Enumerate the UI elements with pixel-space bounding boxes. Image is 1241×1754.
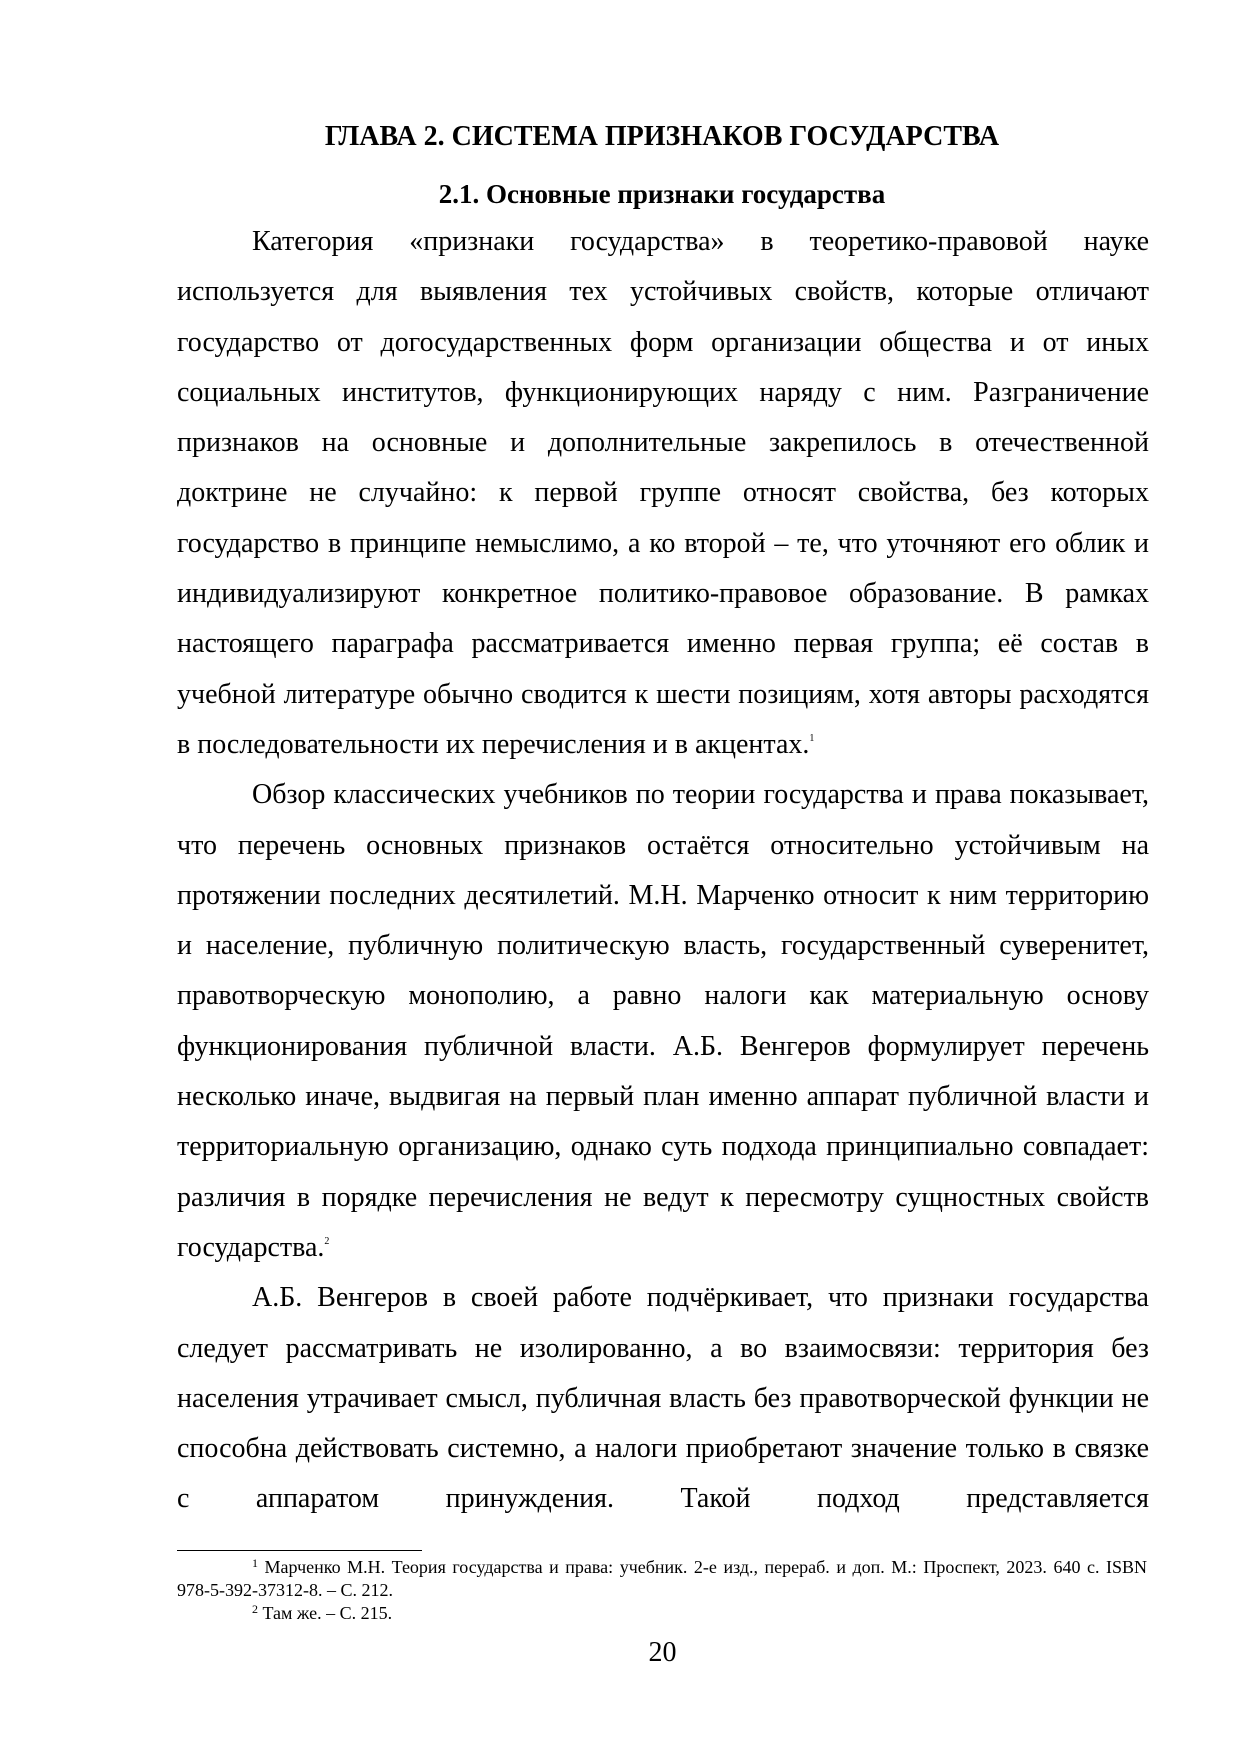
paragraph-text: А.Б. Венгеров в своей работе подчёркивает, что признаки государства следует рассматривать не изолированно, а во взаимосвязи: территория без населения утрачивает смысл, публичная власть без правотворческой функции не способна действовать системно, а налоги приобретают значение только в связке с аппаратом принуждения. Такой подход представляется [177, 1282, 1149, 1515]
paragraph-3 [177, 1273, 1149, 1524]
footnote-number: 2 [252, 1602, 258, 1616]
paragraph-1 [177, 217, 1149, 770]
paragraph-2 [177, 770, 1149, 1273]
body-text [177, 217, 1149, 1525]
footnote-2 [177, 1602, 1147, 1625]
chapter-title: ГЛАВА 2. СИСТЕМА ПРИЗНАКОВ ГОСУДАРСТВА [324, 121, 1000, 152]
page-number: 20 [648, 1637, 677, 1668]
paragraph-text: Обзор классических учебников по теории государства и права показывает, что перечень основных признаков остаётся относительно устойчивым на протяжении последних десятилетий. М.Н. Марченко относит к ним территорию и население, публичную политическую власть, государственный суверенитет, правотворческую монополию, а равно налоги как материальную основу функционирования публичной власти. А.Б. Венгеров формулирует перечень несколько иначе, выдвигая на первый план именно аппарат публичной власти и территориальную организацию, однако суть подхода принципиально совпадает: различия в порядке перечисления не ведут к пересмотру сущностных свойств государства. [177, 779, 1149, 1263]
footnote-1 [177, 1556, 1147, 1602]
paragraph-text: Категория «признаки государства» в теоретико-правовой науке используется для выявления тех устойчивых свойств, которые отличают государство от догосударственных форм организации общества и от иных социальных институтов, функционирующих наряду с ним. Разграничение признаков на основные и дополнительные закрепилось в отечественной доктрине не случайно: к первой группе относят свойства, без которых государство в принципе немыслимо, а ко второй – те, что уточняют его облик и индивидуализируют конкретное политико-правовое образование. В рамках настоящего параграфа рассматривается именно первая группа; её состав в учебной литературе обычно сводится к шести позициям, хотя авторы расходятся в последовательности их перечисления и в акцентах. [177, 226, 1149, 760]
footnote-reference-2[interactable]: 2 [324, 1235, 330, 1247]
footnote-separator [177, 1550, 422, 1551]
footnote-number: 1 [252, 1556, 258, 1570]
footnote-reference-1[interactable]: 1 [809, 732, 815, 744]
footnote-text: Марченко М.Н. Теория государства и права: учебник. 2-е изд., перераб. и доп. М.: Проспект, 2023. 640 с. ISBN 978-5-392-37312-8. – С. 212. [177, 1557, 1147, 1600]
footnote-text: Там же. – С. 215. [262, 1603, 393, 1623]
section-title: 2.1. Основные признаки государства [438, 179, 886, 209]
footnotes [177, 1556, 1147, 1625]
